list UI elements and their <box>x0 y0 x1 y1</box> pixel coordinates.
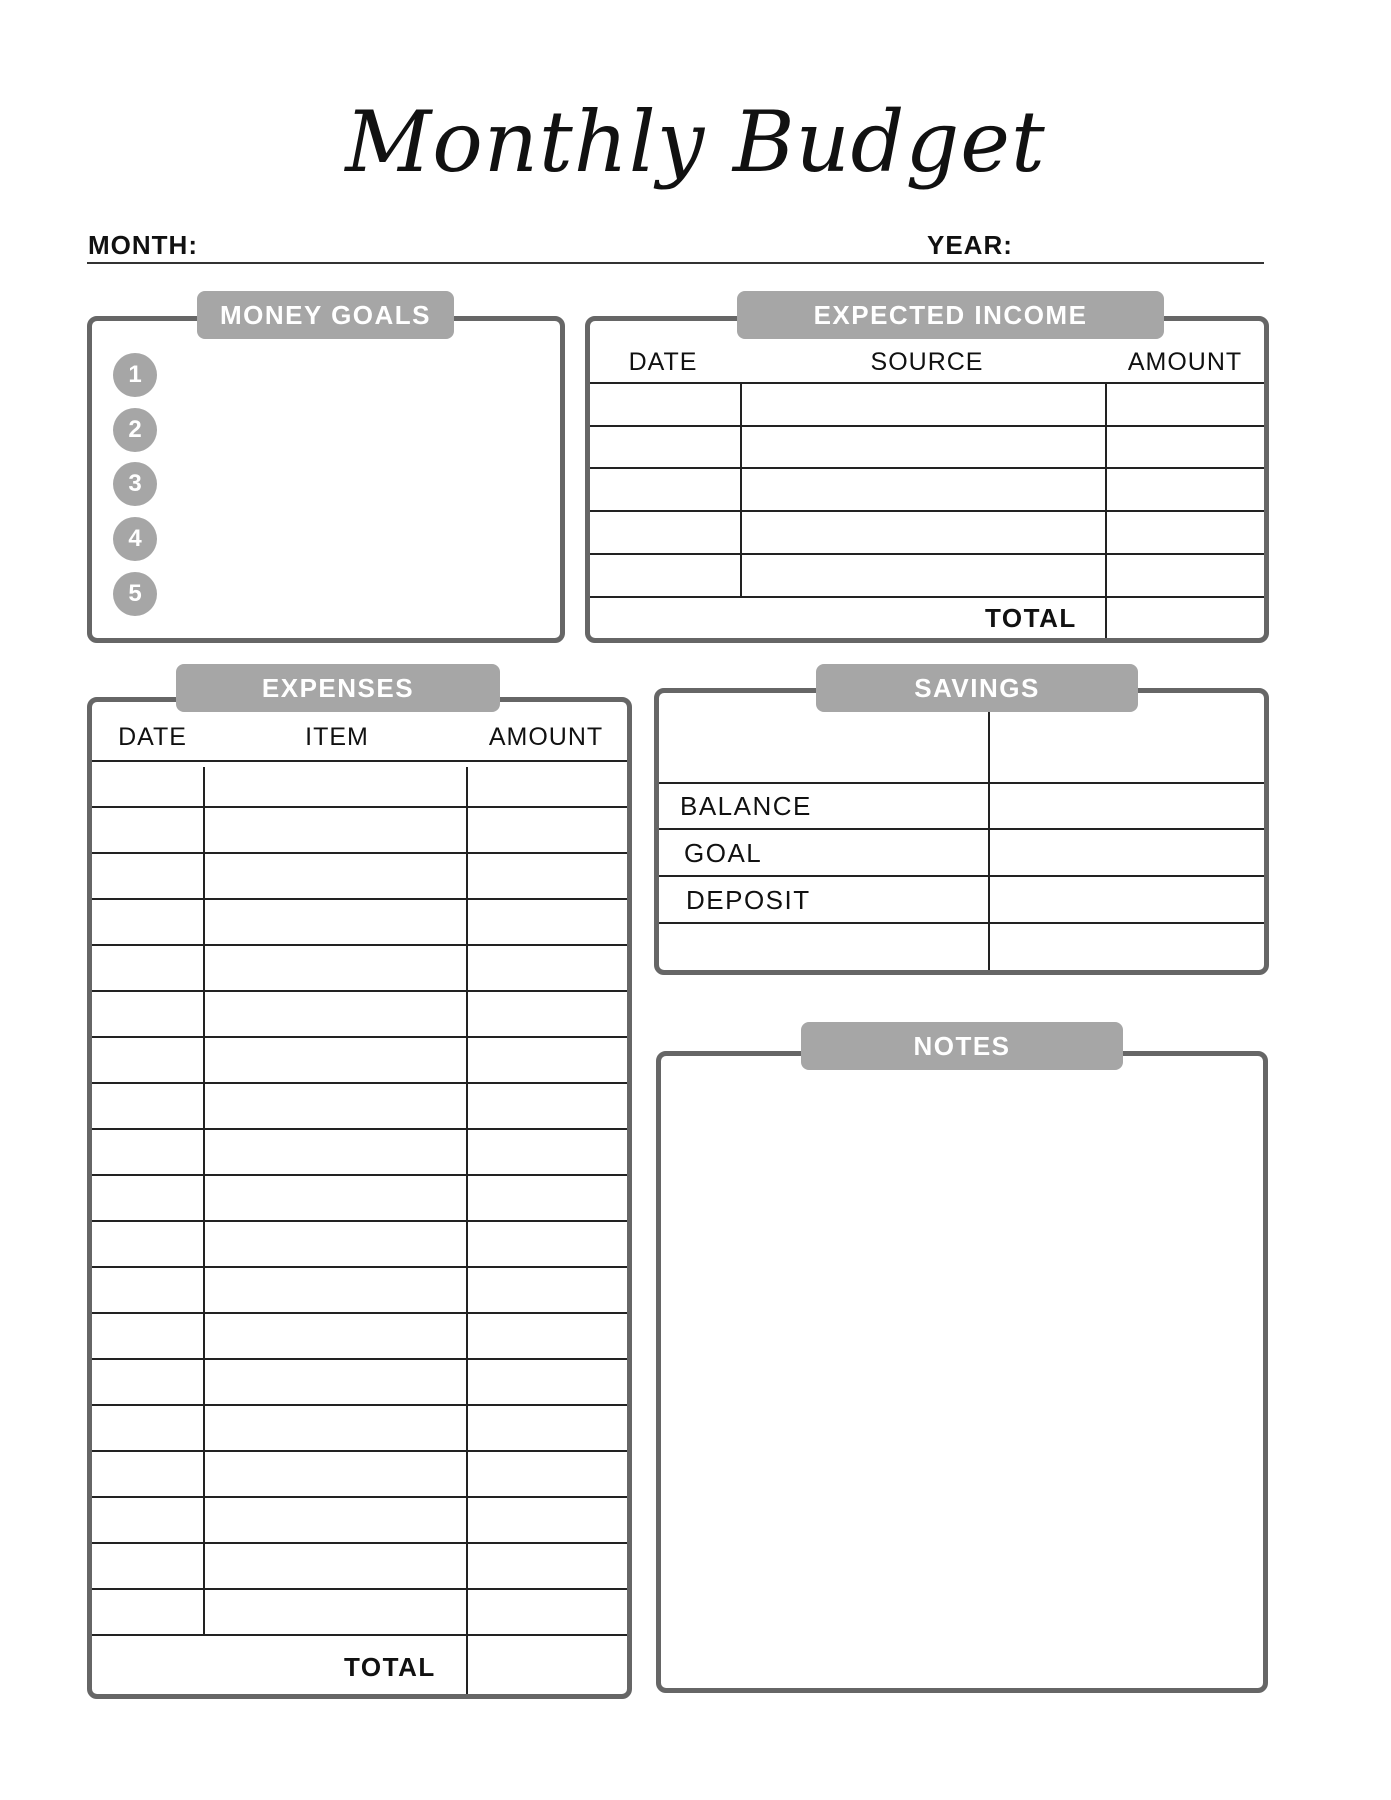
income-cell[interactable] <box>592 384 740 425</box>
goal-number-badge: 4 <box>113 517 157 561</box>
savings-tab: SAVINGS <box>816 664 1138 712</box>
year-label: YEAR: <box>927 230 1013 260</box>
expenses-cell[interactable] <box>92 1314 203 1358</box>
income-cell[interactable] <box>592 555 740 596</box>
expenses-tab: EXPENSES <box>176 664 500 712</box>
savings-value-cell[interactable] <box>990 877 1262 920</box>
expenses-cell[interactable] <box>92 808 203 852</box>
income-cell[interactable] <box>742 384 1105 425</box>
page-title: Monthly Budget <box>345 93 1046 191</box>
expenses-col-date: DATE <box>118 723 187 751</box>
income-col-date: DATE <box>628 348 698 376</box>
savings-value-cell[interactable] <box>990 784 1262 826</box>
savings-value-cell[interactable] <box>990 924 1262 968</box>
income-cell[interactable] <box>1107 384 1262 425</box>
income-cell[interactable] <box>1107 469 1262 510</box>
expenses-col-item: ITEM <box>305 723 369 751</box>
income-cell[interactable] <box>742 555 1105 596</box>
expenses-cell[interactable] <box>92 1222 203 1266</box>
expenses-cell[interactable] <box>205 808 466 852</box>
income-total-cell[interactable] <box>1107 598 1262 638</box>
expenses-cell[interactable] <box>468 900 627 944</box>
expenses-cell[interactable] <box>92 900 203 944</box>
income-cell[interactable] <box>592 512 740 553</box>
expenses-cell[interactable] <box>205 854 466 898</box>
income-cell[interactable] <box>742 512 1105 553</box>
goal-entry[interactable] <box>165 568 555 620</box>
savings-row-label: DEPOSIT <box>686 884 811 915</box>
expenses-cell[interactable] <box>468 854 627 898</box>
expenses-cell[interactable] <box>92 1544 203 1588</box>
expenses-cell[interactable] <box>468 1498 627 1542</box>
expenses-col-amount: AMOUNT <box>488 723 604 751</box>
expected-income-tab: EXPECTED INCOME <box>737 291 1164 339</box>
goal-entry[interactable] <box>165 513 555 565</box>
expenses-cell[interactable] <box>205 900 466 944</box>
month-label: MONTH: <box>88 230 198 260</box>
expenses-cell[interactable] <box>92 1176 203 1220</box>
expenses-cell[interactable] <box>92 992 203 1036</box>
expenses-cell[interactable] <box>468 1222 627 1266</box>
expenses-cell[interactable] <box>468 946 627 990</box>
income-total-label: TOTAL <box>985 603 1077 633</box>
income-cell[interactable] <box>592 469 740 510</box>
expenses-cell[interactable] <box>468 1452 627 1496</box>
expenses-cell[interactable] <box>205 1360 466 1404</box>
expenses-cell[interactable] <box>92 1360 203 1404</box>
expenses-cell[interactable] <box>468 1544 627 1588</box>
expenses-cell[interactable] <box>468 1314 627 1358</box>
expenses-cell[interactable] <box>205 1130 466 1174</box>
expenses-cell[interactable] <box>205 1452 466 1496</box>
income-cell[interactable] <box>1107 427 1262 467</box>
goal-entry[interactable] <box>165 458 555 510</box>
goal-number-badge: 5 <box>113 572 157 616</box>
expenses-cell[interactable] <box>468 1084 627 1128</box>
income-cell[interactable] <box>742 469 1105 510</box>
income-cell[interactable] <box>1107 512 1262 553</box>
expenses-cell[interactable] <box>205 1406 466 1450</box>
money-goals-tab: MONEY GOALS <box>197 291 454 339</box>
income-col-source: SOURCE <box>870 348 984 376</box>
expenses-cell[interactable] <box>205 1038 466 1082</box>
expenses-cell[interactable] <box>92 1038 203 1082</box>
expenses-cell[interactable] <box>92 946 203 990</box>
income-cell[interactable] <box>742 427 1105 467</box>
expenses-cell[interactable] <box>92 1498 203 1542</box>
expenses-cell[interactable] <box>92 1590 203 1634</box>
expenses-cell[interactable] <box>468 1590 627 1634</box>
expenses-cell[interactable] <box>92 1130 203 1174</box>
expenses-cell[interactable] <box>468 1176 627 1220</box>
notes-tab: NOTES <box>801 1022 1123 1070</box>
expenses-total-label: TOTAL <box>344 1652 436 1682</box>
income-cell[interactable] <box>592 427 740 467</box>
expenses-cell[interactable] <box>92 1084 203 1128</box>
expenses-cell[interactable] <box>468 1130 627 1174</box>
expenses-cell[interactable] <box>468 808 627 852</box>
expenses-cell[interactable] <box>205 1268 466 1312</box>
goal-number-badge: 2 <box>113 408 157 452</box>
expenses-total-cell[interactable] <box>468 1636 627 1694</box>
expenses-cell[interactable] <box>468 1268 627 1312</box>
expenses-cell[interactable] <box>468 1038 627 1082</box>
income-col-amount: AMOUNT <box>1127 348 1243 376</box>
expenses-cell[interactable] <box>468 992 627 1036</box>
expenses-cell[interactable] <box>205 946 466 990</box>
goal-number-badge: 1 <box>113 353 157 397</box>
expenses-cell[interactable] <box>468 1360 627 1404</box>
expenses-cell[interactable] <box>468 1406 627 1450</box>
expenses-cell[interactable] <box>205 1084 466 1128</box>
savings-value-cell[interactable] <box>990 830 1262 873</box>
header-underline <box>87 262 1264 264</box>
expenses-cell[interactable] <box>92 1452 203 1496</box>
expenses-cell[interactable] <box>205 1176 466 1220</box>
expenses-cell[interactable] <box>468 762 627 806</box>
expenses-cell[interactable] <box>92 1406 203 1450</box>
expenses-cell[interactable] <box>92 762 203 806</box>
goal-entry[interactable] <box>165 404 555 456</box>
expenses-cell[interactable] <box>205 1590 466 1634</box>
expenses-cell[interactable] <box>92 854 203 898</box>
savings-row-label: BALANCE <box>680 791 812 821</box>
expenses-cell[interactable] <box>205 1498 466 1542</box>
expenses-cell[interactable] <box>92 1268 203 1312</box>
income-cell[interactable] <box>1107 555 1262 596</box>
expenses-cell[interactable] <box>205 992 466 1036</box>
expenses-cell[interactable] <box>205 1222 466 1266</box>
expenses-cell[interactable] <box>205 1544 466 1588</box>
goal-entry[interactable] <box>165 349 555 401</box>
expenses-cell[interactable] <box>205 762 466 806</box>
savings-row-label: GOAL <box>684 837 763 868</box>
goal-number-badge: 3 <box>113 462 157 506</box>
notes-area[interactable] <box>662 1057 1262 1687</box>
savings-value-cell[interactable] <box>990 714 1262 780</box>
expenses-cell[interactable] <box>205 1314 466 1358</box>
